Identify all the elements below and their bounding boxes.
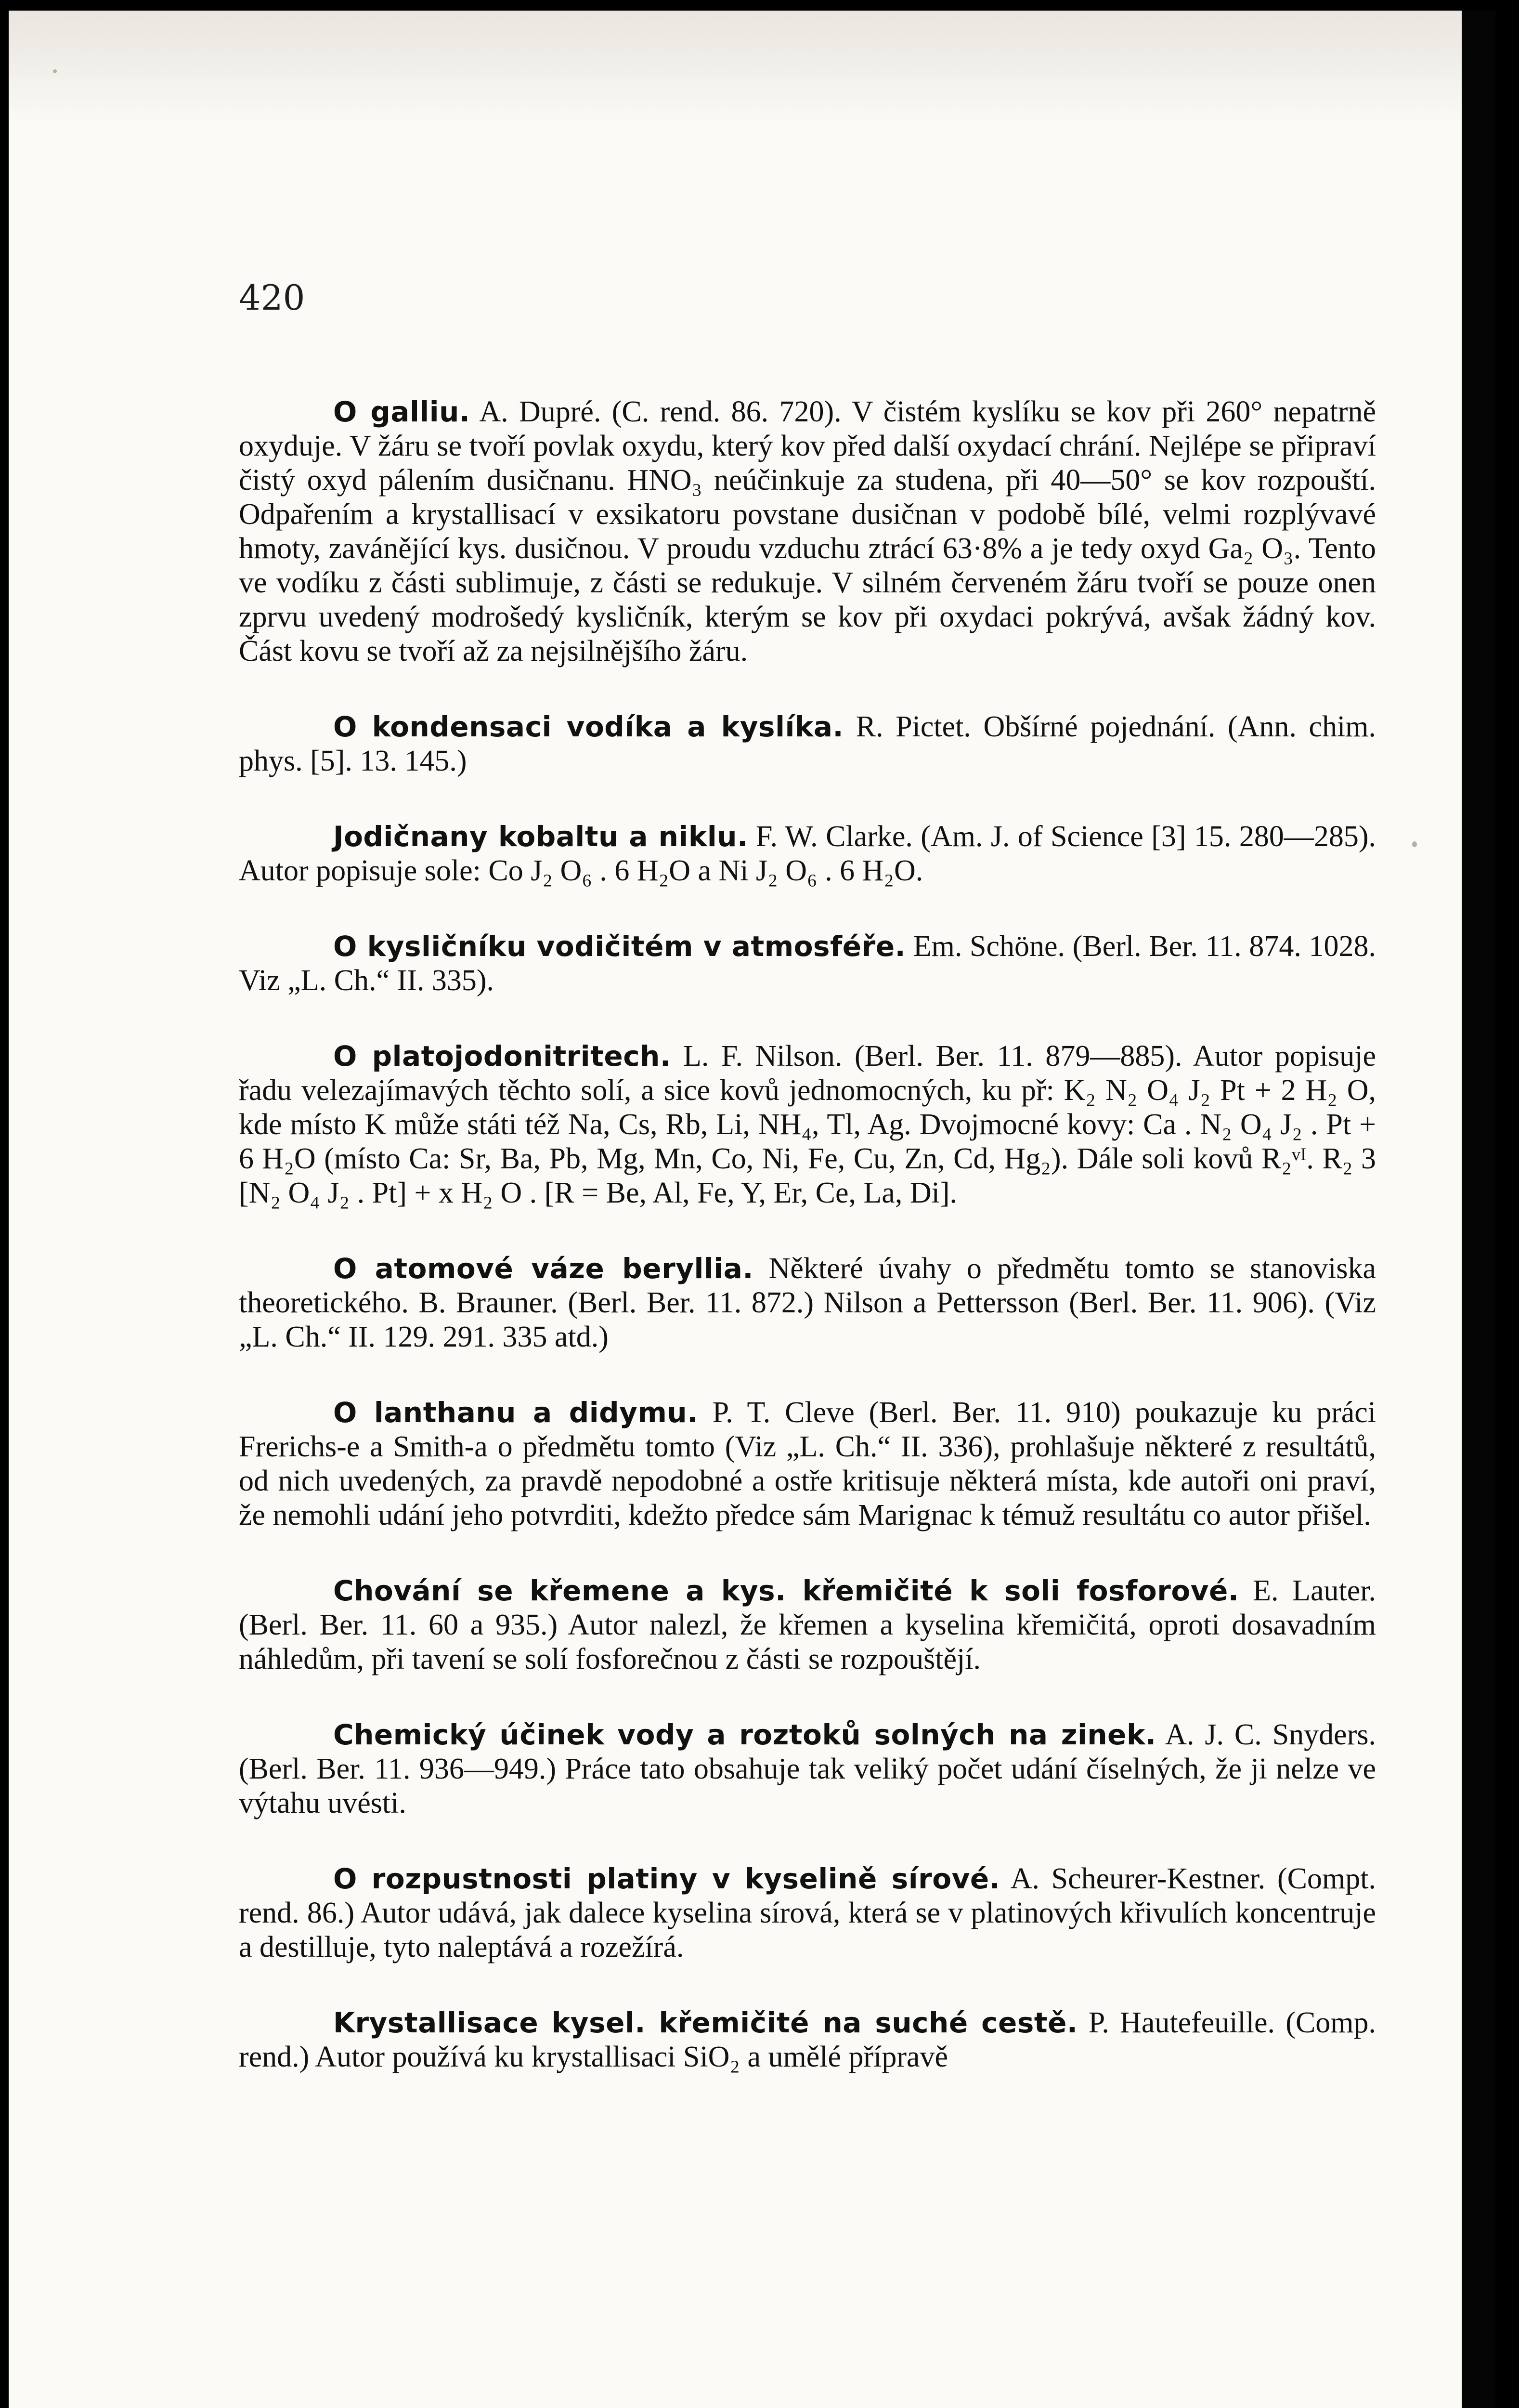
entry-text: Em. Schöne. (Berl. Ber. 11. 874. 1028. Viz „L. Ch.“ II. 335).	[239, 930, 1376, 997]
entry-text: P. T. Cleve (Berl. Ber. 11. 910) poukazuje ku práci Frerichs-e a Smith-a o předmětu tomto (Viz „L. Ch.“ II. 336), prohlašuje některé z resultátů, od nich uvedených, za pravdě nepodobné a ostře kritisuje některá místa, kde autoři oni praví, že nemohli udání jeho potvrditi, kdežto předce sám Marignac k témuž resultátu co autor přišel.	[239, 1396, 1376, 1531]
entry-title: O atomové váze beryllia.	[333, 1252, 753, 1285]
entry-title: Jodičnany kobaltu a niklu.	[333, 820, 748, 853]
entry-quartz-silica	[239, 1574, 1376, 1676]
paper-speck	[1412, 841, 1417, 847]
paper-speck	[53, 69, 57, 73]
entry-title: O galliu.	[333, 395, 470, 428]
entry-beryllium	[239, 1252, 1376, 1354]
entry-text: E. Lauter. (Berl. Ber. 11. 60 a 935.) Autor nalezl, že křemen a kyselina křemičitá, oproti dosavadním náhledům, při tavení se solí fosforečnou z části se rozpouštějí.	[239, 1574, 1376, 1675]
entry-text: R. Pictet. Obšírné pojednání. (Ann. chim. phys. [5]. 13. 145.)	[239, 710, 1376, 777]
entry-text: A. Dupré. (C. rend. 86. 720). V čistém kyslíku se kov při 260° nepatrně oxyduje. V žáru se tvoří povlak oxydu, který kov před další oxydací chrání. Nejlépe se připraví čistý oxyd pálením dusičnanu. HNO₃ neúčinkuje za studena, při 40—50° se kov rozpouští. Odpařením a krystallisací v exsikatoru povstane dusičnan v podobě bílé, velmi rozplývavé hmoty, zavánějící kys. dusičnou. V proudu vzduchu ztrácí 63·8% a je tedy oxyd Ga₂ O₃. Tento ve vodíku z části sublimuje, z části se redukuje. V silném červeném žáru tvoří se pouze onen zprvu uvedený modrošedý kysličník, kterým se kov při oxydaci pokrývá, avšak žádný kov. Část kovu se tvoří až za nejsilnějšího žáru.	[239, 395, 1376, 667]
entry-hydrogen-peroxide	[239, 929, 1376, 998]
entry-title: Chemický účinek vody a roztoků solných na zinek.	[333, 1718, 1156, 1751]
entry-title: O kysličníku vodičitém v atmosféře.	[333, 930, 906, 963]
entry-platinum-solubility	[239, 1862, 1376, 1964]
entry-text: F. W. Clarke. (Am. J. of Science [3] 15. 280—285). Autor popisuje sole: Co J₂ O₆ . 6 H₂O a Ni J₂ O₆ . 6 H₂O.	[239, 820, 1376, 887]
book-page	[9, 11, 1495, 2408]
entry-platinum-compounds	[239, 1039, 1376, 1210]
entry-text: P. Hautefeuille. (Comp. rend.) Autor používá ku krystallisaci SiO₂ a umělé přípravě	[239, 2006, 1376, 2073]
entry-gallium	[239, 395, 1376, 668]
text-column	[239, 277, 1376, 2116]
entry-hydrogen-oxygen	[239, 710, 1376, 778]
entry-text: A. Scheurer-Kestner. (Compt. rend. 86.) Autor udává, jak dalece kyselina sírová, která se v platinových křivulích koncentruje a destilluje, tyto naleptává a rozežírá.	[239, 1862, 1376, 1963]
page-number: 420	[239, 277, 305, 318]
entry-silica-crystallization	[239, 2006, 1376, 2074]
entry-title: Chování se křemene a kys. křemičité k soli fosforové.	[333, 1574, 1239, 1607]
entry-text: L. F. Nilson. (Berl. Ber. 11. 879—885). Autor popisuje řadu velezajímavých těchto solí, a sice kovů jednomocných, ku př: K₂ N₂ O₄ J₂ Pt + 2 H₂ O, kde místo K může státi též Na, Cs, Rb, Li, NH₄, Tl, Ag. Dvojmocné kovy: Ca . N₂ O₄ J₂ . Pt + 6 H₂O (místo Ca: Sr, Ba, Pb, Mg, Mn, Co, Ni, Fe, Cu, Zn, Cd, Hg₂). Dále soli kovů R₂ᵛᴵ. R₂ 3 [N₂ O₄ J₂ . Pt] + x H₂ O . [R = Be, Al, Fe, Y, Er, Ce, La, Di].	[239, 1040, 1376, 1209]
entry-iodates	[239, 820, 1376, 888]
binding-edge	[1462, 11, 1495, 2408]
page-shadow	[9, 11, 1495, 126]
entry-title: Krystallisace kysel. křemičité na suché cestě.	[333, 2006, 1078, 2039]
entry-text: A. J. C. Snyders. (Berl. Ber. 11. 936—949.) Práce tato obsahuje tak veliký počet udání číselných, že ji nelze ve výtahu uvésti.	[239, 1718, 1376, 1819]
entry-title: O rozpustnosti platiny v kyselině sírové.	[333, 1862, 1000, 1895]
entry-lanthanum-didymium	[239, 1396, 1376, 1532]
entry-title: O kondensaci vodíka a kyslíka.	[333, 710, 844, 743]
entry-title: O platojodonitritech.	[333, 1040, 671, 1073]
entry-text: Některé úvahy o předmětu tomto se stanoviska theoretického. B. Brauner. (Berl. Ber. 11. 872.) Nilson a Pettersson (Berl. Ber. 11. 906). (Viz „L. Ch.“ II. 129. 291. 335 atd.)	[239, 1252, 1376, 1353]
entry-water-zinc	[239, 1718, 1376, 1820]
entry-title: O lanthanu a didymu.	[333, 1396, 698, 1429]
